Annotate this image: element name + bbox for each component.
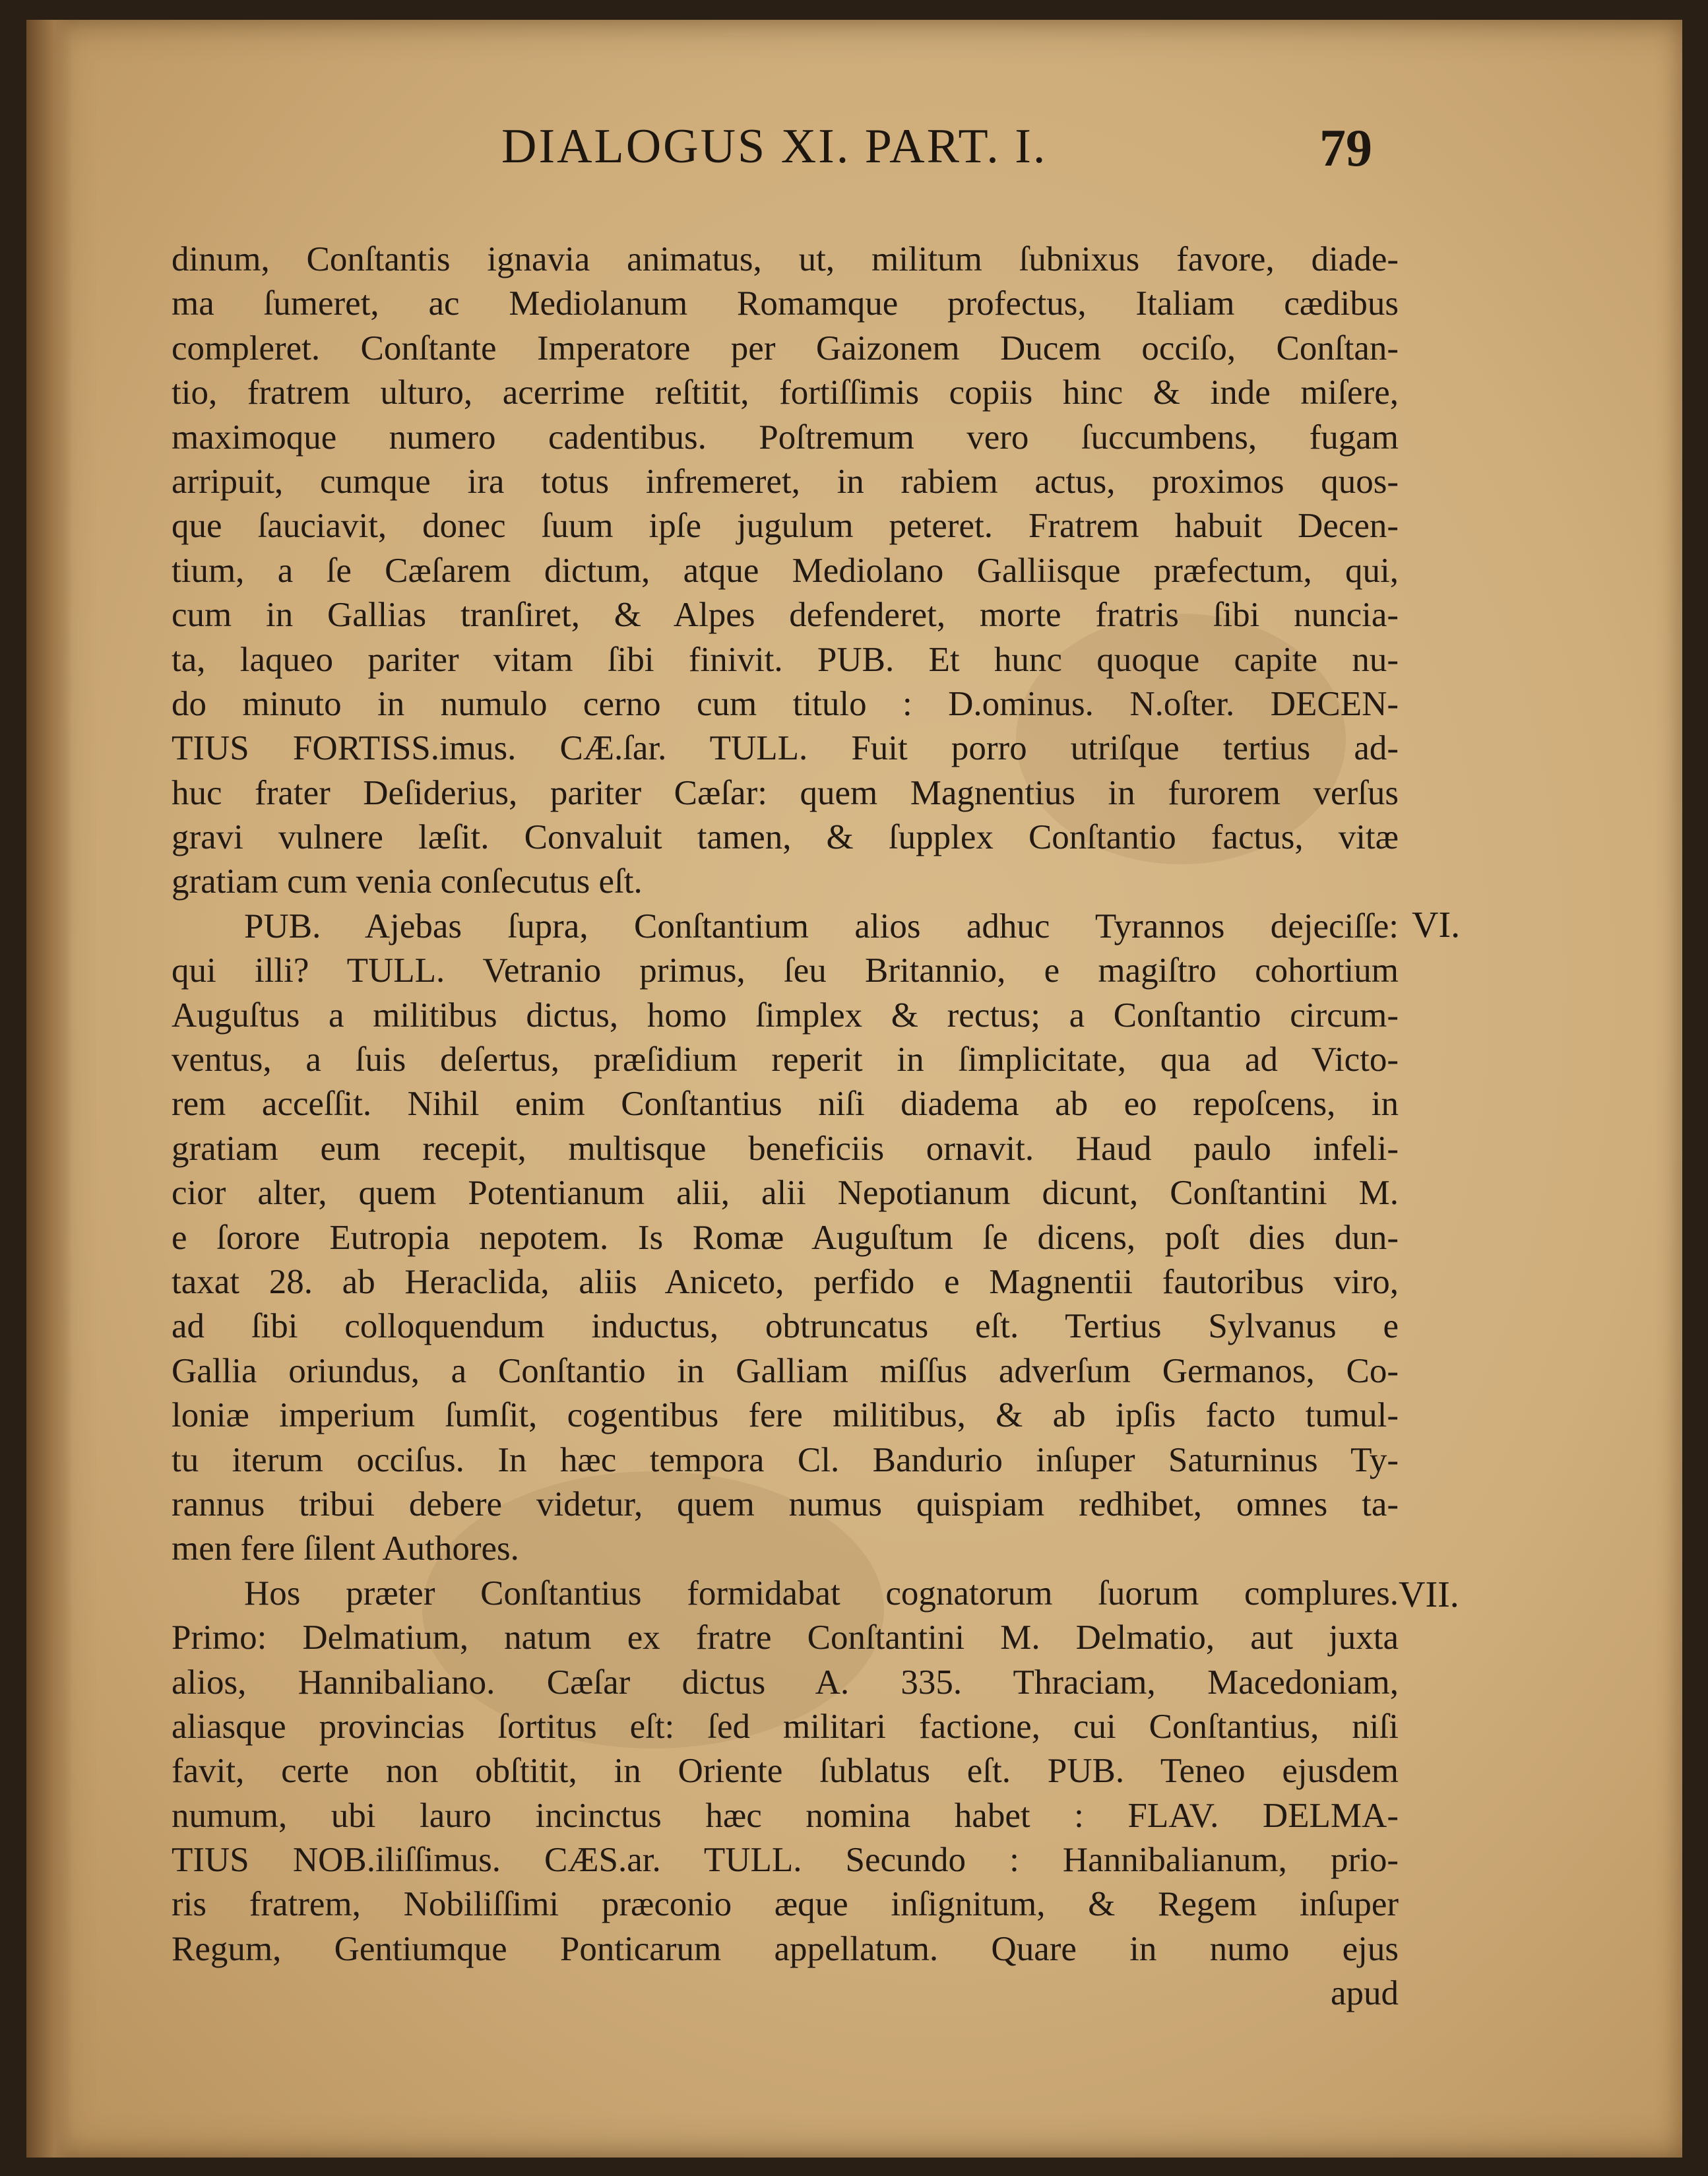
- text-line: ma ſumeret, ac Mediolanum Romamque profectus, Italiam cædibus: [172, 284, 1399, 323]
- running-head: [26, 119, 1682, 191]
- text-line: numum, ubi lauro incinctus hæc nomina habet : FLAV. DELMA-: [172, 1796, 1399, 1835]
- body-text: [172, 238, 1399, 2016]
- text-line: compleret. Conſtante Imperatore per Gaizonem Ducem occiſo, Conſtan-: [172, 329, 1399, 368]
- text-line: gratiam eum recepit, multisque beneficiis ornavit. Haud paulo infeli-: [172, 1129, 1399, 1168]
- text-line: cum in Gallias tranſiret, & Alpes defenderet, morte fratris ſibi nuncia-: [172, 596, 1399, 635]
- text-line: rem acceſſit. Nihil enim Conſtantius niſi diadema ab eo repoſcens, in: [172, 1085, 1399, 1124]
- text-line: huc frater Deſiderius, pariter Cæſar: quem Magnentius in furorem verſus: [172, 773, 1399, 812]
- text-line: maximoque numero cadentibus. Poſtremum vero ſuccumbens, fugam: [172, 418, 1399, 457]
- text-line: qui illi? TULL. Vetranio primus, ſeu Britannio, e magiſtro cohortium: [172, 951, 1399, 990]
- text-line: men fere ſilent Authores.: [172, 1529, 519, 1568]
- text-line: que ſauciavit, donec ſuum ipſe jugulum peteret. Fratrem habuit Decen-: [172, 507, 1399, 546]
- page-number: 79: [1319, 119, 1372, 177]
- text-line: ta, laqueo pariter vitam ſibi finivit. PUB. Et hunc quoque capite nu-: [172, 640, 1399, 679]
- text-line: Gallia oriundus, a Conſtantio in Galliam miſſus adverſum Germanos, Co-: [172, 1351, 1399, 1390]
- text-line: dinum, Conſtantis ignavia animatus, ut, militum ſubnixus favore, diade-: [172, 240, 1399, 278]
- text-line: Primo: Delmatium, natum ex fratre Conſtantini M. Delmatio, aut juxta: [172, 1618, 1399, 1657]
- text-line: loniæ imperium ſumſit, cogentibus fere militibus, & ab ipſis facto tumul-: [172, 1396, 1399, 1435]
- book-page: [26, 20, 1682, 2158]
- catchword: apud: [1330, 1974, 1399, 2013]
- text-line: TIUS FORTISS.imus. CÆ.ſar. TULL. Fuit porro utriſque tertius ad-: [172, 729, 1399, 768]
- text-line: tio, fratrem ulturo, acerrime reſtitit, fortiſſimis copiis hinc & inde miſere,: [172, 373, 1399, 412]
- text-line: gravi vulnere læſit. Convaluit tamen, & ſupplex Conſtantio factus, vitæ: [172, 818, 1399, 857]
- text-line: favit, certe non obſtitit, in Oriente ſublatus eſt. PUB. Teneo ejusdem: [172, 1752, 1399, 1791]
- text-line: Auguſtus a militibus dictus, homo ſimplex & rectus; a Conſtantio circum-: [172, 996, 1399, 1035]
- marginal-number-vi: VI.: [1412, 905, 1461, 945]
- text-line: alios, Hannibaliano. Cæſar dictus A. 335. Thraciam, Macedoniam,: [172, 1663, 1399, 1702]
- text-line: tu iterum occiſus. In hæc tempora Cl. Bandurio inſuper Saturninus Ty-: [172, 1440, 1399, 1479]
- text-line: ventus, a ſuis deſertus, præſidium reperit in ſimplicitate, qua ad Victo-: [172, 1040, 1399, 1079]
- text-line: rannus tribui debere videtur, quem numus quispiam redhibet, omnes ta-: [172, 1485, 1399, 1523]
- book-spine-shadow: [26, 20, 73, 2158]
- text-line: taxat 28. ab Heraclida, aliis Aniceto, perfido e Magnentii fautoribus viro,: [172, 1262, 1399, 1301]
- text-line: aliasque provincias ſortitus eſt: ſed militari factione, cui Conſtantius, niſi: [172, 1707, 1399, 1746]
- text-line: arripuit, cumque ira totus infremeret, in rabiem actus, proximos quos-: [172, 462, 1399, 501]
- text-line: do minuto in numulo cerno cum titulo : D.ominus. N.oſter. DECEN-: [172, 684, 1399, 723]
- marginal-number-vii: VII.: [1399, 1574, 1459, 1615]
- text-line: gratiam cum venia conſecutus eſt.: [172, 862, 643, 901]
- text-line: Hos præter Conſtantius formidabat cognatorum ſuorum complures.: [244, 1574, 1399, 1613]
- text-line: e ſorore Eutropia nepotem. Is Romæ Auguſtum ſe dicens, poſt dies dun-: [172, 1218, 1399, 1257]
- text-line: ris fratrem, Nobiliſſimi præconio æque inſignitum, & Regem inſuper: [172, 1885, 1399, 1924]
- text-line: tium, a ſe Cæſarem dictum, atque Mediolano Galliisque præfectum, qui,: [172, 551, 1399, 590]
- text-line: TIUS NOB.iliſſimus. CÆS.ar. TULL. Secundo : Hannibalianum, prio-: [172, 1841, 1399, 1880]
- running-title: DIALOGUS XI. PART. I.: [501, 119, 1048, 174]
- text-line: Regum, Gentiumque Ponticarum appellatum. Quare in numo ejus: [172, 1929, 1399, 1968]
- text-line: ad ſibi colloquendum inductus, obtruncatus eſt. Tertius Sylvanus e: [172, 1307, 1399, 1346]
- text-line: PUB. Ajebas ſupra, Conſtantium alios adhuc Tyrannos dejeciſſe:: [244, 907, 1399, 945]
- text-line: cior alter, quem Potentianum alii, alii Nepotianum dicunt, Conſtantini M.: [172, 1174, 1399, 1213]
